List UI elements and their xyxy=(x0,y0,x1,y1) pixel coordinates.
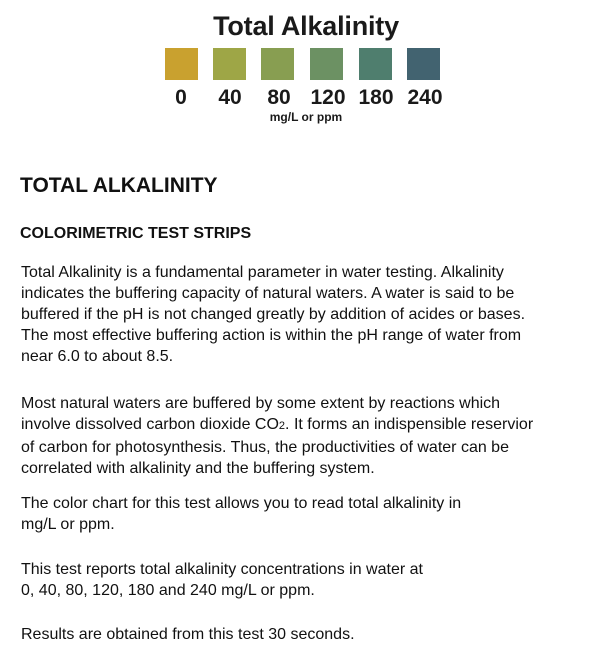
color-swatch-120 xyxy=(310,48,343,80)
text-line: of carbon for photosynthesis. Thus, the productivities of water can be xyxy=(21,439,509,456)
text-line: Most natural waters are buffered by some extent by reactions which xyxy=(21,395,501,412)
text-line: buffered if the pH is not changed greatly by addition of acides or bases. xyxy=(21,306,526,323)
color-swatch-0 xyxy=(165,48,198,80)
text-line: The most effective buffering action is within the pH range of water from xyxy=(21,327,522,344)
text-fragment: involve dissolved carbon dioxide CO xyxy=(21,416,279,433)
color-swatch-240 xyxy=(407,48,440,80)
text-line: Results are obtained from this test 30 seconds. xyxy=(21,626,355,643)
text-line: Total Alkalinity is a fundamental parameter in water testing. Alkalinity xyxy=(21,264,504,281)
level-label-40: 40 xyxy=(218,86,242,109)
text-line: This test reports total alkalinity concentrations in water at xyxy=(21,561,423,578)
paragraph-results xyxy=(21,624,355,645)
main-heading: TOTAL ALKALINITY xyxy=(20,174,218,197)
text-line xyxy=(21,414,533,437)
level-label-120: 120 xyxy=(310,86,346,109)
color-swatch-80 xyxy=(261,48,294,80)
level-label-240: 240 xyxy=(407,86,443,109)
text-line: 0, 40, 80, 120, 180 and 240 mg/L or ppm. xyxy=(21,582,315,599)
color-swatch-40 xyxy=(213,48,246,80)
subscript: 2 xyxy=(278,420,286,432)
color-swatch-180 xyxy=(359,48,392,80)
text-line: The color chart for this test allows you to read total alkalinity in xyxy=(21,495,462,512)
unit-label: mg/L or ppm xyxy=(269,110,343,124)
text-line: correlated with alkalinity and the buffering system. xyxy=(21,460,375,477)
text-line: indicates the buffering capacity of natural waters. A water is said to be xyxy=(21,285,515,302)
chart-title: Total Alkalinity xyxy=(213,11,399,41)
sub-heading: COLORIMETRIC TEST STRIPS xyxy=(20,225,252,242)
text-line: near 6.0 to about 8.5. xyxy=(21,348,174,365)
level-label-0: 0 xyxy=(175,86,187,109)
level-label-180: 180 xyxy=(358,86,394,109)
paragraph-buffering xyxy=(21,393,533,479)
paragraph-color-chart xyxy=(21,493,461,535)
paragraph-concentrations xyxy=(21,559,423,601)
level-label-80: 80 xyxy=(267,86,291,109)
paragraph-intro xyxy=(21,262,525,367)
text-line: mg/L or ppm. xyxy=(21,516,115,533)
text-fragment: . It forms an indispensible reservior xyxy=(285,416,534,433)
